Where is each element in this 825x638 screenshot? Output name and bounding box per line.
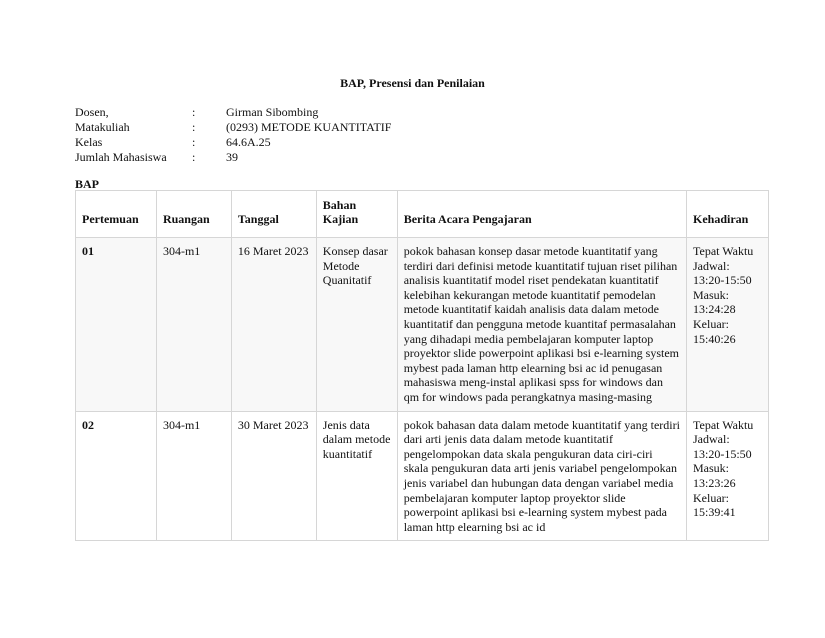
column-header-berita-acara: Berita Acara Pengajaran — [397, 191, 686, 238]
cell-kehadiran — [687, 238, 769, 412]
kehadiran-status: Tepat Waktu — [693, 244, 754, 258]
table-row — [76, 411, 769, 541]
cell-tanggal: 16 Maret 2023 — [231, 238, 316, 412]
meta-value: Girman Sibombing — [226, 105, 319, 119]
kehadiran-keluar-value: 15:40:26 — [693, 331, 736, 346]
meta-separator: : — [192, 120, 196, 134]
meta-row-dosen — [75, 105, 391, 120]
meta-value: 64.6A.25 — [226, 135, 271, 149]
meta-separator: : — [192, 135, 196, 149]
meta-value: (0293) METODE KUANTITATIF — [226, 120, 392, 134]
bap-table — [75, 190, 769, 541]
meta-row-kelas — [75, 135, 391, 150]
cell-tanggal: 30 Maret 2023 — [231, 411, 316, 541]
kehadiran-jadwal-label: Jadwal: — [693, 258, 730, 273]
page-title: BAP, Presensi dan Penilaian — [340, 76, 485, 90]
kehadiran-masuk-label: Masuk: — [693, 287, 729, 302]
meta-row-matakuliah — [75, 120, 391, 135]
section-title-bap: BAP — [75, 177, 99, 191]
column-header-tanggal: Tanggal — [231, 191, 316, 238]
column-header-kehadiran: Kehadiran — [687, 191, 769, 238]
cell-pertemuan: 02 — [76, 411, 157, 541]
kehadiran-keluar-label: Keluar: — [693, 490, 729, 505]
cell-ruangan: 304-m1 — [156, 238, 231, 412]
meta-separator: : — [192, 105, 196, 119]
cell-ruangan: 304-m1 — [156, 411, 231, 541]
table-header-row — [76, 191, 769, 238]
column-header-pertemuan: Pertemuan — [76, 191, 157, 238]
meta-value: 39 — [226, 150, 238, 164]
meta-label: Matakuliah — [75, 120, 130, 134]
column-header-bahan-kajian: Bahan Kajian — [316, 191, 397, 238]
kehadiran-masuk-value: 13:24:28 — [693, 302, 736, 317]
cell-kehadiran — [687, 411, 769, 541]
meta-row-jumlah-mahasiswa — [75, 150, 391, 165]
kehadiran-masuk-value: 13:23:26 — [693, 475, 736, 490]
meta-label: Jumlah Mahasiswa — [75, 150, 167, 164]
kehadiran-jadwal-value: 13:20-15:50 — [693, 273, 752, 288]
meta-separator: : — [192, 150, 196, 164]
kehadiran-status: Tepat Waktu — [693, 417, 754, 432]
course-meta — [75, 105, 391, 165]
kehadiran-jadwal-value: 13:20-15:50 — [693, 446, 752, 461]
cell-bahan-kajian: Konsep dasar Metode Quanitatif — [316, 238, 397, 412]
cell-berita-acara: pokok bahasan konsep dasar metode kuantitatif yang terdiri dari definisi metode kuantitatif tujuan riset pilihan analisis kuantitatif model riset pendekatan kuantitatif kelebihan kekurangan metode kuantitatif pemodelan metode kuantitatif kaidah analisis data dalam metode kuantitatif dan pengguna metode kuantitaf permasalahan yang dihadapi media pembelajaran komputer laptop proyektor slide powerpoint aplikasi bsi e-learning system mybest pada laman http elearning bsi ac id penugasan mahasiswa meng-instal aplikasi spss for windows dan qm for windows pada perangkatnya masing-masing — [397, 238, 686, 412]
table-row — [76, 238, 769, 412]
meta-label: Kelas — [75, 135, 103, 149]
kehadiran-keluar-value: 15:39:41 — [693, 505, 736, 520]
kehadiran-masuk-label: Masuk: — [693, 461, 729, 476]
cell-pertemuan: 01 — [76, 238, 157, 412]
cell-berita-acara: pokok bahasan data dalam metode kuantitatif yang terdiri dari arti jenis data dalam metode kuantitatif pengelompokan data skala pengukuran data ciri-ciri skala pengukuran data arti jenis variabel pengelompokan jenis variabel dan hubungan data dengan variabel media pembelajaran komputer laptop proyektor slide powerpoint aplikasi bsi e-learning system mybest pada laman http elearning bsi ac id — [397, 411, 686, 541]
meta-label: Dosen, — [75, 105, 109, 119]
kehadiran-jadwal-label: Jadwal: — [693, 432, 730, 447]
column-header-ruangan: Ruangan — [156, 191, 231, 238]
cell-bahan-kajian: Jenis data dalam metode kuantitatif — [316, 411, 397, 541]
kehadiran-keluar-label: Keluar: — [693, 316, 729, 331]
